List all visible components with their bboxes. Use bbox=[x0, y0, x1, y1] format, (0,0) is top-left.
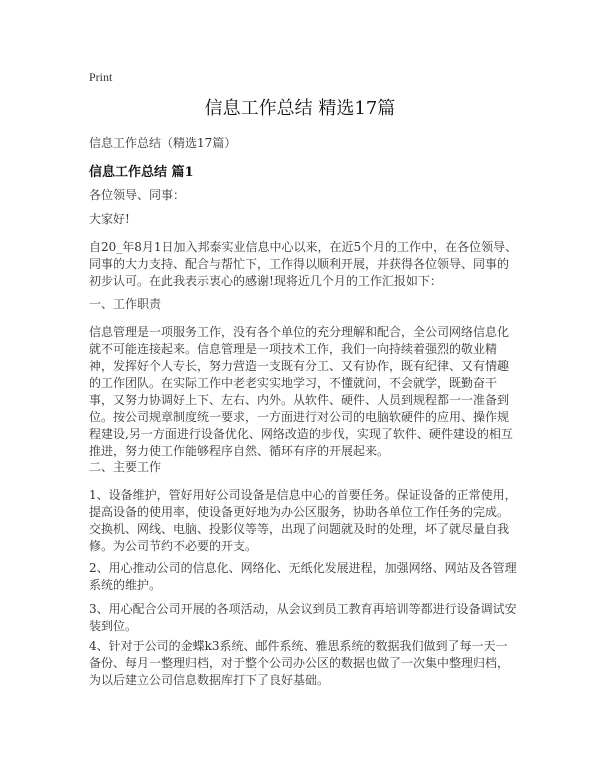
document-subtitle: 信息工作总结（精选17篇） bbox=[89, 136, 237, 150]
heading-main-work: 二、主要工作 bbox=[89, 460, 162, 474]
paragraph-duties: 信息管理是一项服务工作，没有各个单位的充分理解和配合，全公司网络信息化就不可能连接起来。信息管理是一项技术工作，我们一向持续着强烈的敬业精神，发挥好个人专长，努力营造一支既有分工、又有协作，既有纪律、又有情趣的工作团队。在实际工作中老老实实地学习，不懂就问，不会就学，既勤奋干事，又努力协调好上下、左右、内外。从软件、硬件、人员到规程都一一准备到位。按公司规章制度统一要求，一方面进行对公司的电脑软硬件的应用、操作规程建设,另一方面进行设备优化、网络改造的步伐，实现了软件、硬件建设的相互推进，努力使工作能够程序自然、循环有序的开展起来。 bbox=[89, 325, 513, 458]
paragraph-hello: 大家好! bbox=[89, 212, 130, 226]
paragraph-item-3: 3、用心配合公司开展的各项活动，从会议到员工教育再培训等都进行设备调试安装到位。 bbox=[89, 602, 517, 633]
heading-duties: 一、工作职责 bbox=[89, 297, 162, 311]
paragraph-greeting: 各位领导、同事： bbox=[89, 188, 186, 202]
paragraph-item-4: 4、针对于公司的金蝶k3系统、邮件系统、雅思系统的数据我们做到了每一天一备份、每月一整理归档，对于整个公司办公区的数据也做了一次集中整理归档，为以后建立公司信息数据库打下了良好基础。 bbox=[89, 639, 510, 687]
paragraph-item-1: 1、设备维护，管好用好公司设备是信息中心的首要任务。保证设备的正常使用，提高设备的使用率，使设备更好地为办公区服务，协助各单位工作任务的完成。交换机、网线、电脑、投影仪等等，出现了问题就及时的处理，坏了就尽量自我修。为公司节约不必要的开支。 bbox=[89, 488, 517, 553]
section-heading: 信息工作总结 篇1 bbox=[89, 165, 194, 180]
paragraph-item-2: 2、用心推动公司的信息化、网络化、无纸化发展进程，加强网络、网站及各管理系统的维护。 bbox=[89, 561, 517, 592]
document-title: 信息工作总结 精选17篇 bbox=[204, 98, 396, 119]
print-label: Print bbox=[89, 70, 113, 84]
paragraph-intro: 自20_年8月1日加入邦泰实业信息中心以来，在近5个月的工作中，在各位领导、同事的大力支持、配合与帮忙下，工作得以顺利开展，并获得各位领导、同事的初步认可。在此我表示衷心的感谢!现将近几个月的工作汇报如下： bbox=[89, 240, 518, 288]
